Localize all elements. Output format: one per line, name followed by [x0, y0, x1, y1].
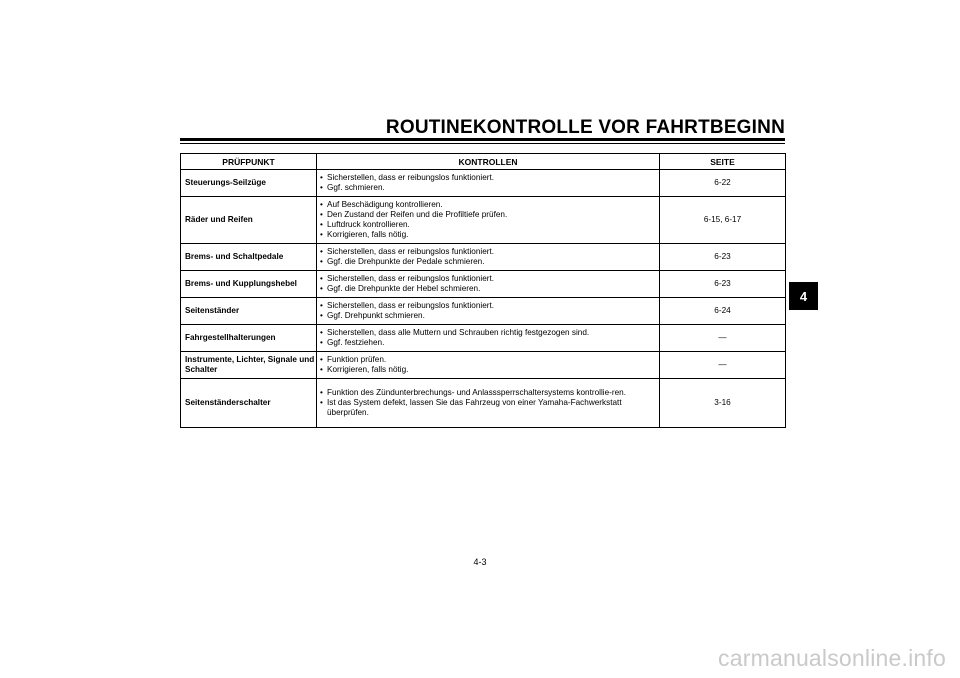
check-entry: • Sicherstellen, dass er reibungslos funktioniert. [320, 301, 655, 311]
row-checks [317, 298, 660, 325]
check-entry: • Sicherstellen, dass er reibungslos funktioniert. [320, 173, 655, 183]
title-rule [180, 138, 785, 141]
check-entry: • Ggf. festziehen. [320, 338, 655, 348]
check-entry: • Korrigieren, falls nötig. [320, 230, 655, 240]
row-checks [317, 379, 660, 428]
table-row [181, 298, 786, 325]
row-checks [317, 271, 660, 298]
page-number: 4-3 [473, 557, 487, 567]
row-checks [317, 197, 660, 244]
table-header-row [181, 154, 786, 170]
watermark: carmanualsonline.info [718, 645, 946, 671]
check-entry: • Korrigieren, falls nötig. [320, 365, 655, 375]
row-page: — [660, 325, 786, 352]
row-item: Steuerungs-Seilzüge [181, 170, 317, 197]
row-item: Instrumente, Lichter, Signale und Schalter [181, 352, 317, 379]
check-entry: • Luftdruck kontrollieren. [320, 220, 655, 230]
row-page: 3-16 [660, 379, 786, 428]
row-page: 6-23 [660, 271, 786, 298]
row-item: Fahrgestellhalterungen [181, 325, 317, 352]
row-page: 6-15, 6-17 [660, 197, 786, 244]
table-row [181, 352, 786, 379]
header-page: SEITE [660, 154, 786, 170]
row-item: Brems- und Schaltpedale [181, 244, 317, 271]
check-entry: • Den Zustand der Reifen und die Profiltiefe prüfen. [320, 210, 655, 220]
check-table [180, 153, 786, 428]
page-title: ROUTINEKONTROLLE VOR FAHRTBEGINN [385, 117, 785, 138]
table-row [181, 325, 786, 352]
row-item: Brems- und Kupplungshebel [181, 271, 317, 298]
check-entry: • Sicherstellen, dass er reibungslos funktioniert. [320, 274, 655, 284]
check-entry: • Funktion des Zündunterbrechungs- und Anlasssperrschaltersystems kontrollie-ren. [320, 388, 655, 398]
table-row [181, 271, 786, 298]
check-entry: • Funktion prüfen. [320, 355, 655, 365]
table-row [181, 170, 786, 197]
row-page: 6-23 [660, 244, 786, 271]
row-item: Räder und Reifen [181, 197, 317, 244]
header-checks: KONTROLLEN [317, 154, 660, 170]
row-page: 6-22 [660, 170, 786, 197]
table-row [181, 379, 786, 428]
check-entry: • Ggf. die Drehpunkte der Pedale schmieren. [320, 257, 655, 267]
check-entry: • Auf Beschädigung kontrollieren. [320, 200, 655, 210]
check-entry: • Sicherstellen, dass alle Muttern und Schrauben richtig festgezogen sind. [320, 328, 655, 338]
row-checks [317, 170, 660, 197]
check-entry: • Sicherstellen, dass er reibungslos funktioniert. [320, 247, 655, 257]
check-entry: • Ggf. schmieren. [320, 183, 655, 193]
table-row [181, 244, 786, 271]
title-rule-thin [180, 143, 785, 144]
chapter-tab: 4 [789, 282, 818, 310]
row-checks [317, 352, 660, 379]
row-page: 6-24 [660, 298, 786, 325]
check-entry: • Ist das System defekt, lassen Sie das Fahrzeug von einer Yamaha-Fachwerkstatt überprüfen. [320, 398, 655, 418]
row-checks [317, 244, 660, 271]
table-row [181, 197, 786, 244]
check-entry: • Ggf. Drehpunkt schmieren. [320, 311, 655, 321]
row-item: Seitenständer [181, 298, 317, 325]
check-entry: • Ggf. die Drehpunkte der Hebel schmieren. [320, 284, 655, 294]
row-item: Seitenständerschalter [181, 379, 317, 428]
header-item: PRÜFPUNKT [181, 154, 317, 170]
row-checks [317, 325, 660, 352]
row-page: — [660, 352, 786, 379]
